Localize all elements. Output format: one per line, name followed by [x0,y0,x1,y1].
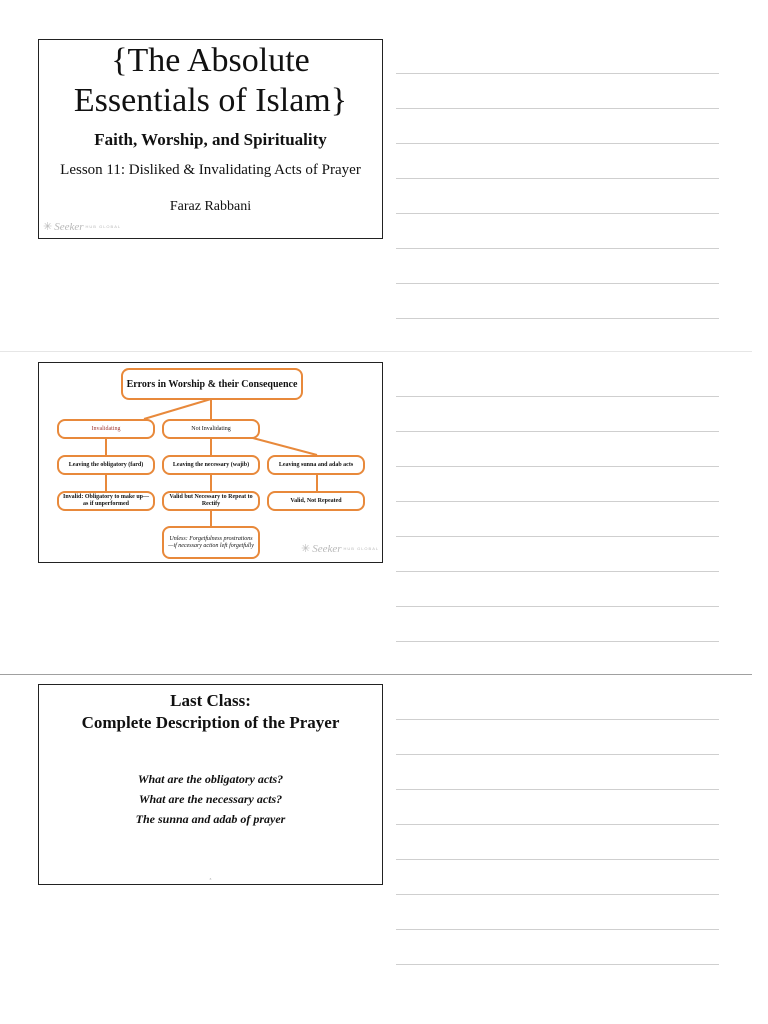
note-line [396,754,719,755]
slide-3-title-line-1: Last Class: [170,691,251,710]
course-title-line-2: Essentials of Islam} [73,82,348,119]
course-title-line-1: {The Absolute [111,42,310,79]
connector-notinv-sunna [249,437,317,455]
question-list [39,769,382,829]
slide-1-title [38,39,383,239]
logo-suffix-text: HUB GLOBAL [85,224,122,229]
logo-suffix-text: HUB GLOBAL [343,546,380,551]
note-line [396,108,719,109]
note-line [396,396,719,397]
logo-brand-text: Seeker [54,220,84,233]
node-invalidating: Invalidating [57,419,155,439]
section-divider [0,351,752,352]
node-root: Errors in Worship & their Consequence [121,368,303,400]
star-logo-icon: ✳ [301,542,311,555]
star-logo-icon: ✳ [43,220,53,233]
slide-page-number: 3 [209,877,212,881]
node-invalid-result: Invalid: Obligatory to make up—as if unperformed [57,491,155,511]
question-item: What are the necessary acts? [138,792,283,806]
note-line [396,213,719,214]
note-line [396,178,719,179]
connector-root-invalidating [144,399,211,419]
note-line [396,501,719,502]
slide-3-last-class [38,684,383,885]
node-leaving-wajib: Leaving the necessary (wajib) [162,455,260,475]
note-line [396,143,719,144]
note-line [396,859,719,860]
question-item: The sunna and adab of prayer [135,812,286,826]
note-line [396,894,719,895]
logo-brand-text: Seeker [312,542,342,555]
slide-2-diagram [38,362,383,563]
node-valid-repeat: Valid but Necessary to Repeat to Rectify [162,491,260,511]
author-name: Faraz Rabbani [169,199,252,214]
node-leaving-fard: Leaving the obligatory (fard) [57,455,155,475]
note-line [396,466,719,467]
note-line [396,536,719,537]
slide-3-title [39,690,382,734]
course-subtitle: Faith, Worship, and Spirituality [94,130,327,149]
seekershub-logo [301,542,379,555]
note-line [396,641,719,642]
node-valid-not-repeated: Valid, Not Repeated [267,491,365,511]
note-line [396,571,719,572]
seekershub-logo [43,220,121,233]
note-line [396,318,719,319]
node-unless: Unless: Forgetfulness prostrations—if necessary action left forgetfully [162,526,260,559]
course-title [39,40,382,121]
note-line [396,431,719,432]
note-line [396,929,719,930]
slide-3-title-line-2: Complete Description of the Prayer [81,713,340,732]
lesson-title: Lesson 11: Disliked & Invalidating Acts of Prayer [60,162,361,178]
note-line [396,73,719,74]
note-line [396,606,719,607]
note-line [396,824,719,825]
note-line [396,283,719,284]
node-leaving-sunna: Leaving sunna and adab acts [267,455,365,475]
node-not-invalidating: Not Invalidating [162,419,260,439]
question-item: What are the obligatory acts? [137,772,284,786]
note-line [396,719,719,720]
section-divider [0,674,752,675]
note-line [396,789,719,790]
note-line [396,964,719,965]
note-line [396,248,719,249]
